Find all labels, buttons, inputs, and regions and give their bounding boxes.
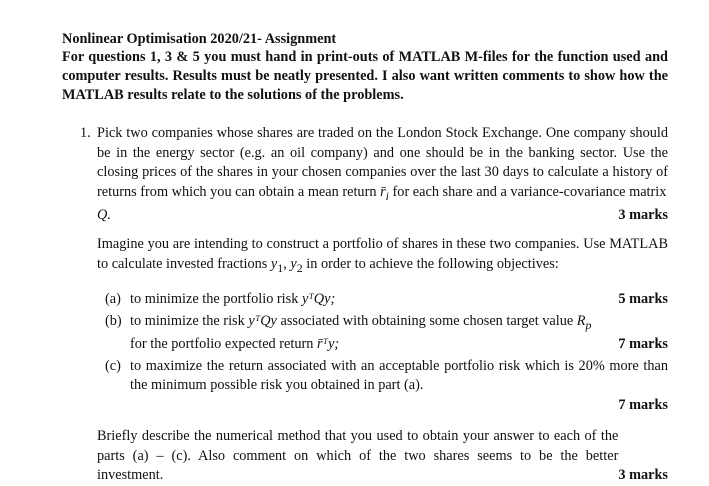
intro-marks-line [97, 206, 668, 226]
para2-end: in order to achieve the following objectives: [306, 255, 559, 272]
instructions-paragraph: For questions 1, 3 & 5 you must hand in print-outs of MATLAB M-files for the function used and computer results. Results must be neatly presented. I also want written comments to show how the MATLAB results relate to the solutions of the problems. [62, 49, 668, 103]
fraction-separator: , [283, 255, 287, 272]
part-b-expr3: r̄ᵀy; [316, 336, 340, 353]
part-a-label: (a) [105, 291, 121, 308]
part-c-marks: 7 marks [618, 396, 668, 413]
question-paragraph-2 [97, 235, 668, 278]
fraction-var-2: y [290, 255, 297, 272]
part-c-line [130, 396, 668, 416]
part-b-text2: associated with obtaining some chosen target value [280, 312, 574, 329]
part-b-text3: for the portfolio expected return [130, 336, 314, 353]
part-b [105, 312, 668, 355]
mean-return-symbol: r̄ [380, 183, 386, 200]
covariance-matrix-symbol: Q. [97, 206, 111, 223]
part-c [105, 357, 668, 416]
closing-line [97, 427, 668, 486]
fraction-sub-2: 2 [296, 260, 303, 275]
part-c-label: (c) [105, 357, 121, 374]
closing-paragraph [97, 427, 668, 486]
part-a-expr: yᵀQy; [301, 291, 336, 308]
part-b-expr: yᵀQy [248, 312, 277, 329]
part-a-body [130, 290, 335, 310]
part-b-tail [130, 335, 339, 355]
intro-text: Pick two companies whose shares are traded on the London Stock Exchange. One company should be in the energy sector (e.g. an oil company) and one should be in the banking sector. Use the closing prices of the shares in your chosen companies over the last 30 days to calculate a history of returns from which you can obtain a mean return [97, 125, 668, 200]
parts-list [97, 290, 668, 415]
document-title: Nonlinear Optimisation 2020/21- Assignment [62, 31, 337, 47]
part-b-body [130, 312, 668, 335]
part-b-marks: 7 marks [618, 336, 668, 353]
part-b-label: (b) [105, 312, 122, 329]
fraction-var-1: y [270, 255, 278, 272]
part-b-target-sub: p [585, 317, 592, 332]
part-a-marks: 5 marks [618, 291, 668, 308]
intro-text-2: for each share and a variance-covariance matrix [392, 183, 667, 200]
part-a [105, 290, 668, 310]
fraction-sub-1: 1 [277, 260, 284, 275]
part-b-line [130, 335, 668, 355]
assignment-page [62, 31, 668, 486]
closing-marks: 3 marks [618, 467, 668, 484]
part-b-target: R [576, 312, 586, 329]
question-number: 1. [80, 125, 91, 141]
question-1 [62, 124, 668, 486]
para2-text: Imagine you are intending to construct a portfolio of shares in these two companies. Use MATLAB to calculate invested fractions [97, 236, 668, 272]
question-intro [97, 124, 668, 206]
part-c-text: to maximize the return associated with an acceptable portfolio risk which is 20% more than the minimum possible risk you obtained in part (a). [130, 357, 668, 394]
closing-text: Briefly describe the numerical method that you used to obtain your answer to each of the parts (a) – (c). Also comment on which of the two shares seems to be the better investment. [97, 428, 619, 484]
intro-marks: 3 marks [618, 206, 668, 223]
part-b-text: to minimize the risk [130, 312, 245, 329]
part-a-line [130, 290, 668, 310]
mean-return-subscript: i [385, 188, 389, 203]
part-a-text: to minimize the portfolio risk [130, 291, 299, 308]
